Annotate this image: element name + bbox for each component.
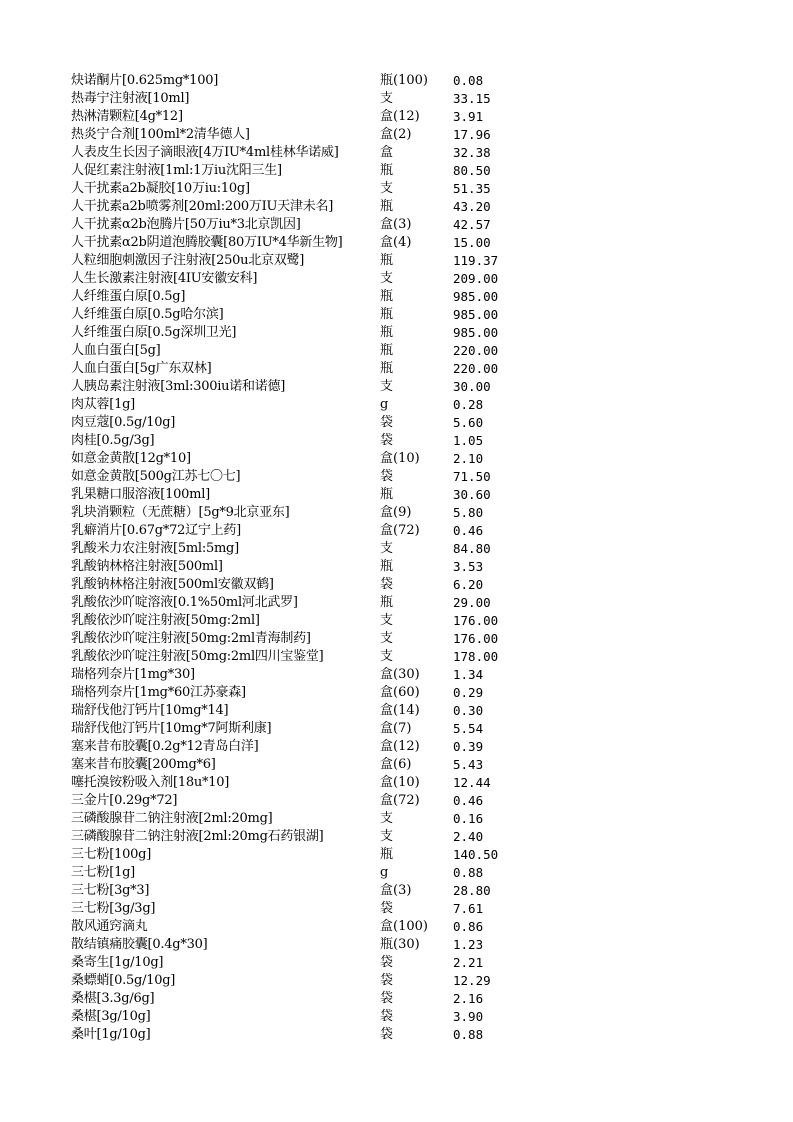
package-unit: 支: [380, 649, 394, 664]
unit-price: 28.80: [453, 883, 491, 898]
list-row: [71, 594, 731, 612]
package-unit: 盒(72): [380, 523, 420, 538]
drug-name: 噻托溴铵粉吸入剂[18u*10]: [71, 775, 230, 790]
unit-price: 119.37: [453, 253, 499, 268]
list-row: [71, 468, 731, 486]
package-unit: 盒(72): [380, 793, 420, 808]
unit-price: 5.60: [453, 415, 484, 430]
list-row: [71, 108, 731, 126]
package-unit: 袋: [380, 469, 394, 484]
drug-name: 人干扰素α2b泡腾片[50万iu*3北京凯因]: [71, 217, 301, 232]
package-unit: 袋: [380, 1027, 394, 1042]
unit-price: 2.21: [453, 955, 484, 970]
drug-name: 桑螵蛸[0.5g/10g]: [71, 973, 176, 988]
package-unit: 支: [380, 181, 394, 196]
drug-name: 乳酸依沙吖啶注射液[50mg:2ml四川宝鉴堂]: [71, 649, 324, 664]
drug-name: 散结镇痛胶囊[0.4g*30]: [71, 937, 208, 952]
list-row: [71, 216, 731, 234]
drug-name: 桑椹[3.3g/6g]: [71, 991, 155, 1006]
list-row: [71, 252, 731, 270]
drug-name: 桑椹[3g/10g]: [71, 1009, 151, 1024]
package-unit: 袋: [380, 991, 394, 1006]
drug-name: 乳块消颗粒（无蔗糖）[5g*9北京亚东]: [71, 505, 290, 520]
unit-price: 30.00: [453, 379, 491, 394]
drug-name: 如意金黄散[12g*10]: [71, 451, 191, 466]
unit-price: 0.46: [453, 793, 484, 808]
package-unit: g: [380, 865, 389, 880]
package-unit: 瓶(100): [380, 73, 428, 88]
list-row: [71, 846, 731, 864]
package-unit: 盒(30): [380, 667, 420, 682]
drug-name: 乳酸依沙吖啶注射液[50mg:2ml青海制药]: [71, 631, 311, 646]
unit-price: 5.80: [453, 505, 484, 520]
package-unit: 支: [380, 379, 394, 394]
list-row: [71, 756, 731, 774]
package-unit: 瓶(30): [380, 937, 420, 952]
unit-price: 5.54: [453, 721, 484, 736]
drug-name: 散风通窍滴丸: [71, 919, 148, 934]
package-unit: g: [380, 397, 389, 412]
package-unit: 袋: [380, 1009, 394, 1024]
list-row: [71, 306, 731, 324]
unit-price: 32.38: [453, 145, 491, 160]
unit-price: 15.00: [453, 235, 491, 250]
package-unit: 瓶: [380, 253, 394, 268]
package-unit: 盒(7): [380, 721, 412, 736]
list-row: [71, 810, 731, 828]
list-row: [71, 558, 731, 576]
list-row: [71, 666, 731, 684]
list-row: [71, 432, 731, 450]
unit-price: 42.57: [453, 217, 491, 232]
unit-price: 29.00: [453, 595, 491, 610]
unit-price: 0.86: [453, 919, 484, 934]
package-unit: 瓶: [380, 847, 394, 862]
drug-name: 人粒细胞刺激因子注射液[250u北京双鹭]: [71, 253, 305, 268]
list-row: [71, 828, 731, 846]
drug-name: 三七粉[100g]: [71, 847, 152, 862]
unit-price: 2.40: [453, 829, 484, 844]
drug-name: 乳酸依沙吖啶溶液[0.1%50ml河北武罗]: [71, 595, 298, 610]
drug-price-list: [71, 72, 731, 1044]
unit-price: 17.96: [453, 127, 491, 142]
drug-name: 三七粉[3g*3]: [71, 883, 150, 898]
package-unit: 袋: [380, 901, 394, 916]
package-unit: 袋: [380, 973, 394, 988]
package-unit: 瓶: [380, 289, 394, 304]
drug-name: 瑞舒伐他汀钙片[10mg*14]: [71, 703, 229, 718]
unit-price: 43.20: [453, 199, 491, 214]
drug-name: 人纤维蛋白原[0.5g深圳卫光]: [71, 325, 237, 340]
unit-price: 1.05: [453, 433, 484, 448]
unit-price: 30.60: [453, 487, 491, 502]
unit-price: 176.00: [453, 631, 499, 646]
package-unit: 盒: [380, 145, 394, 160]
drug-name: 人血白蛋白[5g]: [71, 343, 161, 358]
list-row: [71, 900, 731, 918]
unit-price: 2.10: [453, 451, 484, 466]
package-unit: 盒(6): [380, 757, 412, 772]
list-row: [71, 792, 731, 810]
drug-name: 三七粉[3g/3g]: [71, 901, 156, 916]
unit-price: 209.00: [453, 271, 499, 286]
list-row: [71, 486, 731, 504]
list-row: [71, 648, 731, 666]
drug-name: 如意金黄散[500g江苏七〇七]: [71, 469, 241, 484]
drug-name: 瑞舒伐他汀钙片[10mg*7阿斯利康]: [71, 721, 272, 736]
drug-name: 人表皮生长因子滴眼液[4万IU*4ml桂林华诺威]: [71, 145, 339, 160]
unit-price: 176.00: [453, 613, 499, 628]
list-row: [71, 270, 731, 288]
list-row: [71, 954, 731, 972]
drug-name: 人胰岛素注射液[3ml:300iu诺和诺德]: [71, 379, 286, 394]
drug-name: 人纤维蛋白原[0.5g哈尔滨]: [71, 307, 224, 322]
package-unit: 盒(3): [380, 883, 412, 898]
list-row: [71, 990, 731, 1008]
list-row: [71, 126, 731, 144]
list-row: [71, 360, 731, 378]
unit-price: 33.15: [453, 91, 491, 106]
list-row: [71, 378, 731, 396]
unit-price: 1.23: [453, 937, 484, 952]
package-unit: 盒(2): [380, 127, 412, 142]
package-unit: 支: [380, 811, 394, 826]
unit-price: 12.44: [453, 775, 491, 790]
drug-name: 瑞格列奈片[1mg*60江苏豪森]: [71, 685, 246, 700]
drug-name: 桑叶[1g/10g]: [71, 1027, 151, 1042]
list-row: [71, 450, 731, 468]
unit-price: 0.46: [453, 523, 484, 538]
package-unit: 盒(4): [380, 235, 412, 250]
unit-price: 71.50: [453, 469, 491, 484]
package-unit: 盒(60): [380, 685, 420, 700]
unit-price: 6.20: [453, 577, 484, 592]
list-row: [71, 882, 731, 900]
list-row: [71, 342, 731, 360]
unit-price: 7.61: [453, 901, 484, 916]
list-row: [71, 936, 731, 954]
unit-price: 84.80: [453, 541, 491, 556]
drug-name: 三磷酸腺苷二钠注射液[2ml:20mg]: [71, 811, 273, 826]
list-row: [71, 162, 731, 180]
drug-name: 热淋清颗粒[4g*12]: [71, 109, 183, 124]
unit-price: 985.00: [453, 289, 499, 304]
drug-name: 塞来昔布胶囊[0.2g*12青岛白洋]: [71, 739, 259, 754]
unit-price: 1.34: [453, 667, 484, 682]
drug-name: 乳癖消片[0.67g*72辽宁上药]: [71, 523, 241, 538]
package-unit: 瓶: [380, 559, 394, 574]
unit-price: 0.28: [453, 397, 484, 412]
list-row: [71, 144, 731, 162]
list-row: [71, 1026, 731, 1044]
list-row: [71, 738, 731, 756]
package-unit: 盒(3): [380, 217, 412, 232]
package-unit: 瓶: [380, 199, 394, 214]
unit-price: 985.00: [453, 325, 499, 340]
package-unit: 瓶: [380, 595, 394, 610]
list-row: [71, 396, 731, 414]
list-row: [71, 414, 731, 432]
list-row: [71, 288, 731, 306]
package-unit: 瓶: [380, 325, 394, 340]
drug-name: 三磷酸腺苷二钠注射液[2ml:20mg石药银湖]: [71, 829, 324, 844]
list-row: [71, 72, 731, 90]
drug-name: 乳果糖口服溶液[100ml]: [71, 487, 210, 502]
drug-name: 乳酸依沙吖啶注射液[50mg:2ml]: [71, 613, 260, 628]
package-unit: 支: [380, 541, 394, 556]
drug-name: 人促红素注射液[1ml:1万iu沈阳三生]: [71, 163, 282, 178]
unit-price: 12.29: [453, 973, 491, 988]
list-row: [71, 90, 731, 108]
list-row: [71, 774, 731, 792]
package-unit: 支: [380, 631, 394, 646]
unit-price: 178.00: [453, 649, 499, 664]
package-unit: 支: [380, 613, 394, 628]
unit-price: 0.08: [453, 73, 484, 88]
unit-price: 0.88: [453, 865, 484, 880]
unit-price: 2.16: [453, 991, 484, 1006]
list-row: [71, 864, 731, 882]
drug-name: 桑寄生[1g/10g]: [71, 955, 164, 970]
unit-price: 0.30: [453, 703, 484, 718]
unit-price: 80.50: [453, 163, 491, 178]
list-row: [71, 180, 731, 198]
list-row: [71, 540, 731, 558]
list-row: [71, 1008, 731, 1026]
unit-price: 0.88: [453, 1027, 484, 1042]
unit-price: 0.29: [453, 685, 484, 700]
package-unit: 支: [380, 91, 394, 106]
package-unit: 袋: [380, 955, 394, 970]
drug-name: 人纤维蛋白原[0.5g]: [71, 289, 186, 304]
package-unit: 盒(100): [380, 919, 428, 934]
package-unit: 盒(12): [380, 109, 420, 124]
package-unit: 瓶: [380, 163, 394, 178]
package-unit: 瓶: [380, 343, 394, 358]
drug-name: 乳酸米力农注射液[5ml:5mg]: [71, 541, 239, 556]
drug-name: 三金片[0.29g*72]: [71, 793, 178, 808]
drug-name: 人干扰素α2b阴道泡腾胶囊[80万IU*4华新生物]: [71, 235, 343, 250]
package-unit: 瓶: [380, 361, 394, 376]
list-row: [71, 702, 731, 720]
list-row: [71, 504, 731, 522]
drug-name: 三七粉[1g]: [71, 865, 135, 880]
unit-price: 0.39: [453, 739, 484, 754]
package-unit: 盒(10): [380, 775, 420, 790]
drug-name: 乳酸钠林格注射液[500ml]: [71, 559, 223, 574]
drug-name: 人干扰素a2b喷雾剂[20ml:200万IU天津未名]: [71, 199, 334, 214]
package-unit: 盒(9): [380, 505, 412, 520]
drug-name: 肉苁蓉[1g]: [71, 397, 135, 412]
list-row: [71, 684, 731, 702]
list-row: [71, 324, 731, 342]
package-unit: 支: [380, 829, 394, 844]
drug-name: 塞来昔布胶囊[200mg*6]: [71, 757, 216, 772]
package-unit: 袋: [380, 577, 394, 592]
drug-name: 人干扰素a2b凝胶[10万iu:10g]: [71, 181, 250, 196]
drug-name: 人生长激素注射液[4IU安徽安科]: [71, 271, 258, 286]
list-row: [71, 234, 731, 252]
list-row: [71, 972, 731, 990]
package-unit: 袋: [380, 415, 394, 430]
drug-name: 热炎宁合剂[100ml*2清华德人]: [71, 127, 250, 142]
drug-name: 乳酸钠林格注射液[500ml安徽双鹤]: [71, 577, 274, 592]
list-row: [71, 720, 731, 738]
list-row: [71, 630, 731, 648]
package-unit: 袋: [380, 433, 394, 448]
package-unit: 支: [380, 271, 394, 286]
drug-name: 肉豆蔻[0.5g/10g]: [71, 415, 176, 430]
list-row: [71, 576, 731, 594]
unit-price: 985.00: [453, 307, 499, 322]
drug-name: 肉桂[0.5g/3g]: [71, 433, 155, 448]
unit-price: 3.91: [453, 109, 484, 124]
drug-name: 瑞格列奈片[1mg*30]: [71, 667, 195, 682]
drug-name: 炔诺酮片[0.625mg*100]: [71, 73, 219, 88]
unit-price: 5.43: [453, 757, 484, 772]
package-unit: 瓶: [380, 487, 394, 502]
unit-price: 220.00: [453, 361, 499, 376]
unit-price: 140.50: [453, 847, 499, 862]
drug-name: 热毒宁注射液[10ml]: [71, 91, 190, 106]
unit-price: 51.35: [453, 181, 491, 196]
package-unit: 盒(10): [380, 451, 420, 466]
unit-price: 220.00: [453, 343, 499, 358]
unit-price: 3.53: [453, 559, 484, 574]
package-unit: 盒(14): [380, 703, 420, 718]
list-row: [71, 612, 731, 630]
list-row: [71, 918, 731, 936]
drug-name: 人血白蛋白[5g广东双林]: [71, 361, 212, 376]
list-row: [71, 522, 731, 540]
unit-price: 3.90: [453, 1009, 484, 1024]
list-row: [71, 198, 731, 216]
package-unit: 瓶: [380, 307, 394, 322]
unit-price: 0.16: [453, 811, 484, 826]
package-unit: 盒(12): [380, 739, 420, 754]
